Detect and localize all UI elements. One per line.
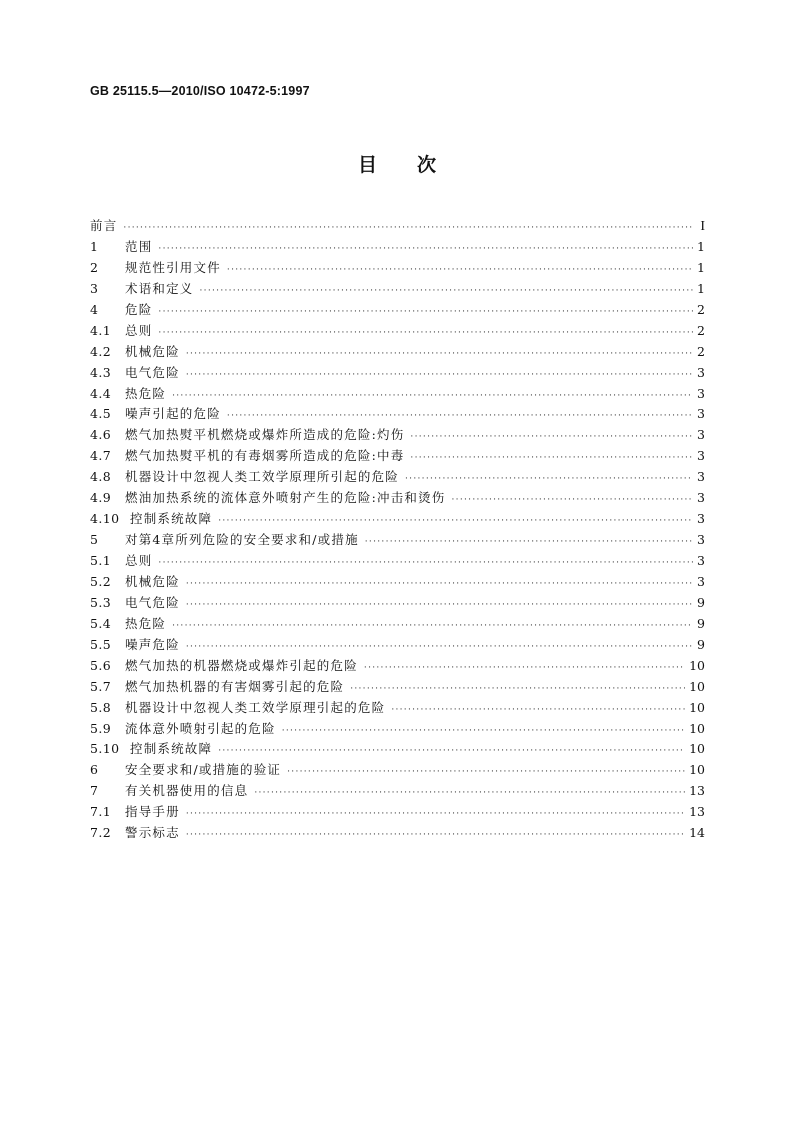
toc-entry[interactable] [90, 635, 705, 656]
toc-entry-title: 对第4章所列危险的安全要求和/或措施 [125, 532, 359, 548]
toc-leader-dots [405, 469, 693, 490]
toc-leader-dots [186, 804, 685, 825]
toc-entry-title: 总则 [125, 322, 153, 338]
toc-leader-dots [186, 637, 693, 658]
toc-entry-page: 3 [697, 406, 705, 422]
toc-entry[interactable] [90, 446, 705, 467]
toc-entry-number: 3 [90, 280, 99, 296]
toc-entry-page: 2 [697, 301, 705, 317]
toc-entry-page: 3 [697, 553, 705, 568]
toc-entry-number: 2 [90, 259, 99, 275]
toc-entry-number: 4.5 [90, 406, 112, 422]
toc-entry[interactable] [90, 384, 705, 405]
toc-entry[interactable] [90, 467, 705, 488]
toc-entry-title: 燃油加热系统的流体意外喷射产生的危险:冲击和烫伤 [125, 490, 446, 506]
toc-entry-number: 4.9 [90, 490, 112, 506]
toc-entry-number: 4.6 [90, 427, 112, 443]
toc-entry-title: 指导手册 [125, 804, 180, 820]
toc-entry-page: 10 [689, 720, 705, 736]
toc-entry-page: 3 [697, 364, 705, 380]
toc-leader-dots [123, 218, 693, 239]
toc-entry-title: 机械危险 [125, 573, 180, 589]
toc-entry-title: 燃气加热熨平机的有毒烟雾所造成的危险:中毒 [125, 448, 405, 464]
toc-entry[interactable] [90, 739, 705, 760]
toc-entry-number: 4.7 [90, 448, 112, 464]
toc-entry[interactable] [90, 677, 705, 698]
toc-entry-title: 噪声危险 [125, 636, 180, 652]
toc-leader-dots [158, 239, 693, 260]
toc-leader-dots [254, 783, 685, 804]
toc-entry-page: 13 [689, 783, 705, 799]
toc-leader-dots [186, 595, 693, 616]
toc-entry[interactable] [90, 760, 705, 781]
toc-entry-title: 机械危险 [125, 343, 180, 359]
toc-leader-dots [186, 344, 693, 365]
toc-entry[interactable] [90, 425, 705, 446]
toc-leader-dots [200, 281, 693, 302]
toc-entry-title: 机器设计中忽视人类工效学原理引起的危险 [125, 699, 386, 715]
toc-entry[interactable] [90, 279, 705, 300]
toc-entry-number: 5.5 [90, 636, 112, 652]
page-header [90, 84, 310, 98]
toc-entry-number: 5.10 [90, 741, 120, 757]
toc-entry-title: 前言 [90, 218, 118, 233]
toc-entry-number: 1 [90, 238, 99, 254]
toc-entry-title: 热危险 [125, 385, 167, 401]
toc-entry[interactable] [90, 216, 705, 237]
toc-leader-dots [158, 323, 693, 344]
toc-entry-number: 4.3 [90, 364, 112, 380]
toc-entry[interactable] [90, 551, 705, 572]
toc-leader-dots [410, 427, 693, 448]
toc-entry-title: 范围 [125, 238, 153, 254]
toc-entry[interactable] [90, 488, 705, 509]
toc-entry-page: 10 [689, 741, 705, 757]
toc-entry[interactable] [90, 698, 705, 719]
toc-entry-number: 4.4 [90, 385, 112, 401]
toc-entry-title: 热危险 [125, 615, 167, 631]
toc-entry-page: 3 [697, 532, 705, 548]
toc-entry-number: 5.3 [90, 594, 112, 610]
toc-entry-number: 4.8 [90, 469, 112, 485]
toc-leader-dots [365, 532, 693, 553]
toc-leader-dots [287, 762, 685, 783]
toc-entry-number: 5.9 [90, 720, 112, 736]
toc-leader-dots [218, 741, 685, 762]
toc-entry-number: 5.2 [90, 573, 112, 589]
toc-entry[interactable] [90, 593, 705, 614]
toc-entry-page: 9 [697, 594, 705, 610]
toc-entry-title: 电气危险 [125, 364, 180, 380]
toc-entry[interactable] [90, 300, 705, 321]
toc-entry-number: 4.1 [90, 322, 112, 338]
toc-entry-page: 3 [697, 490, 705, 506]
toc-leader-dots [227, 406, 693, 427]
toc-entry[interactable] [90, 363, 705, 384]
toc-entry[interactable] [90, 781, 705, 802]
toc-entry-number: 5.1 [90, 553, 112, 568]
toc-entry-number: 5.8 [90, 699, 112, 715]
toc-leader-dots [364, 658, 685, 679]
toc-leader-dots [227, 260, 693, 281]
standard-number: GB 25115.5—2010/ISO 10472-5:1997 [90, 84, 310, 98]
toc-entry-number: 7 [90, 783, 99, 799]
toc-entry-page: 3 [697, 385, 705, 401]
toc-entry-title: 控制系统故障 [130, 741, 213, 757]
toc-leader-dots [158, 553, 693, 574]
toc-entry-page: 10 [689, 657, 705, 673]
toc-entry-page: 13 [689, 804, 705, 820]
toc-entry-page: 1 [697, 259, 705, 275]
page-title: 目次 [357, 154, 476, 176]
toc-leader-dots [350, 679, 685, 700]
toc-leader-dots [282, 721, 685, 742]
toc-entry-page: 3 [697, 427, 705, 443]
toc-entry-page: 14 [689, 825, 705, 841]
toc-entry-page: 1 [697, 238, 705, 254]
toc-entry[interactable] [90, 656, 705, 677]
toc-entry-title: 燃气加热熨平机燃烧或爆炸所造成的危险:灼伤 [125, 427, 405, 443]
toc-entry[interactable] [90, 237, 705, 258]
toc-entry-number: 5.4 [90, 615, 112, 631]
table-of-contents [90, 216, 705, 844]
toc-entry-title: 危险 [125, 301, 153, 317]
toc-entry-number: 4.10 [90, 511, 120, 527]
toc-leader-dots [172, 616, 693, 637]
toc-entry-number: 5.6 [90, 657, 112, 673]
toc-entry-page: 2 [697, 343, 705, 359]
toc-leader-dots [186, 825, 685, 846]
toc-entry[interactable] [90, 404, 705, 425]
toc-entry-title: 警示标志 [125, 825, 180, 841]
toc-entry[interactable] [90, 509, 705, 530]
toc-entry-page: 10 [689, 699, 705, 715]
toc-leader-dots [391, 700, 685, 721]
toc-entry[interactable] [90, 802, 705, 823]
toc-entry-title: 流体意外喷射引起的危险 [125, 720, 276, 736]
toc-entry-page: 3 [697, 469, 705, 485]
toc-entry-title: 燃气加热的机器燃烧或爆炸引起的危险 [125, 657, 358, 673]
toc-entry-page: 3 [697, 448, 705, 464]
toc-entry-page: 3 [697, 511, 705, 527]
toc-leader-dots [186, 574, 693, 595]
toc-entry-title: 总则 [125, 553, 153, 568]
toc-entry-number: 4 [90, 301, 99, 317]
toc-entry-number: 4.2 [90, 343, 112, 359]
toc-entry-page: 10 [689, 762, 705, 778]
toc-entry-page: 2 [697, 322, 705, 338]
toc-leader-dots [218, 511, 693, 532]
toc-entry[interactable] [90, 342, 705, 363]
toc-entry[interactable] [90, 823, 705, 844]
toc-entry-page: 9 [697, 636, 705, 652]
toc-entry-number: 5 [90, 532, 99, 548]
toc-entry-title: 安全要求和/或措施的验证 [125, 762, 282, 778]
toc-entry[interactable] [90, 719, 705, 740]
toc-entry-page: I [700, 219, 705, 234]
toc-entry-page: 9 [697, 615, 705, 631]
toc-leader-dots [172, 386, 693, 407]
toc-entry[interactable] [90, 258, 705, 279]
toc-leader-dots [158, 302, 693, 323]
toc-entry-title: 燃气加热机器的有害烟雾引起的危险 [125, 678, 345, 694]
toc-entry-page: 10 [689, 678, 705, 694]
toc-leader-dots [410, 448, 693, 469]
toc-leader-dots [186, 365, 693, 386]
toc-entry[interactable] [90, 572, 705, 593]
toc-entry[interactable] [90, 321, 705, 342]
toc-entry-number: 7.2 [90, 825, 112, 841]
toc-entry-title: 机器设计中忽视人类工效学原理所引起的危险 [125, 469, 400, 485]
toc-entry-number: 6 [90, 762, 99, 778]
toc-entry-title: 噪声引起的危险 [125, 406, 221, 422]
toc-entry-number: 7.1 [90, 804, 112, 820]
toc-leader-dots [452, 490, 693, 511]
toc-entry-title: 控制系统故障 [130, 511, 213, 527]
toc-entry[interactable] [90, 614, 705, 635]
toc-entry-title: 规范性引用文件 [125, 259, 221, 275]
toc-entry-title: 电气危险 [125, 594, 180, 610]
toc-entry-title: 术语和定义 [125, 280, 194, 296]
toc-entry-page: 1 [697, 280, 705, 296]
toc-entry-title: 有关机器使用的信息 [125, 783, 249, 799]
toc-entry[interactable] [90, 530, 705, 551]
toc-entry-page: 3 [697, 573, 705, 589]
toc-entry-number: 5.7 [90, 678, 112, 694]
